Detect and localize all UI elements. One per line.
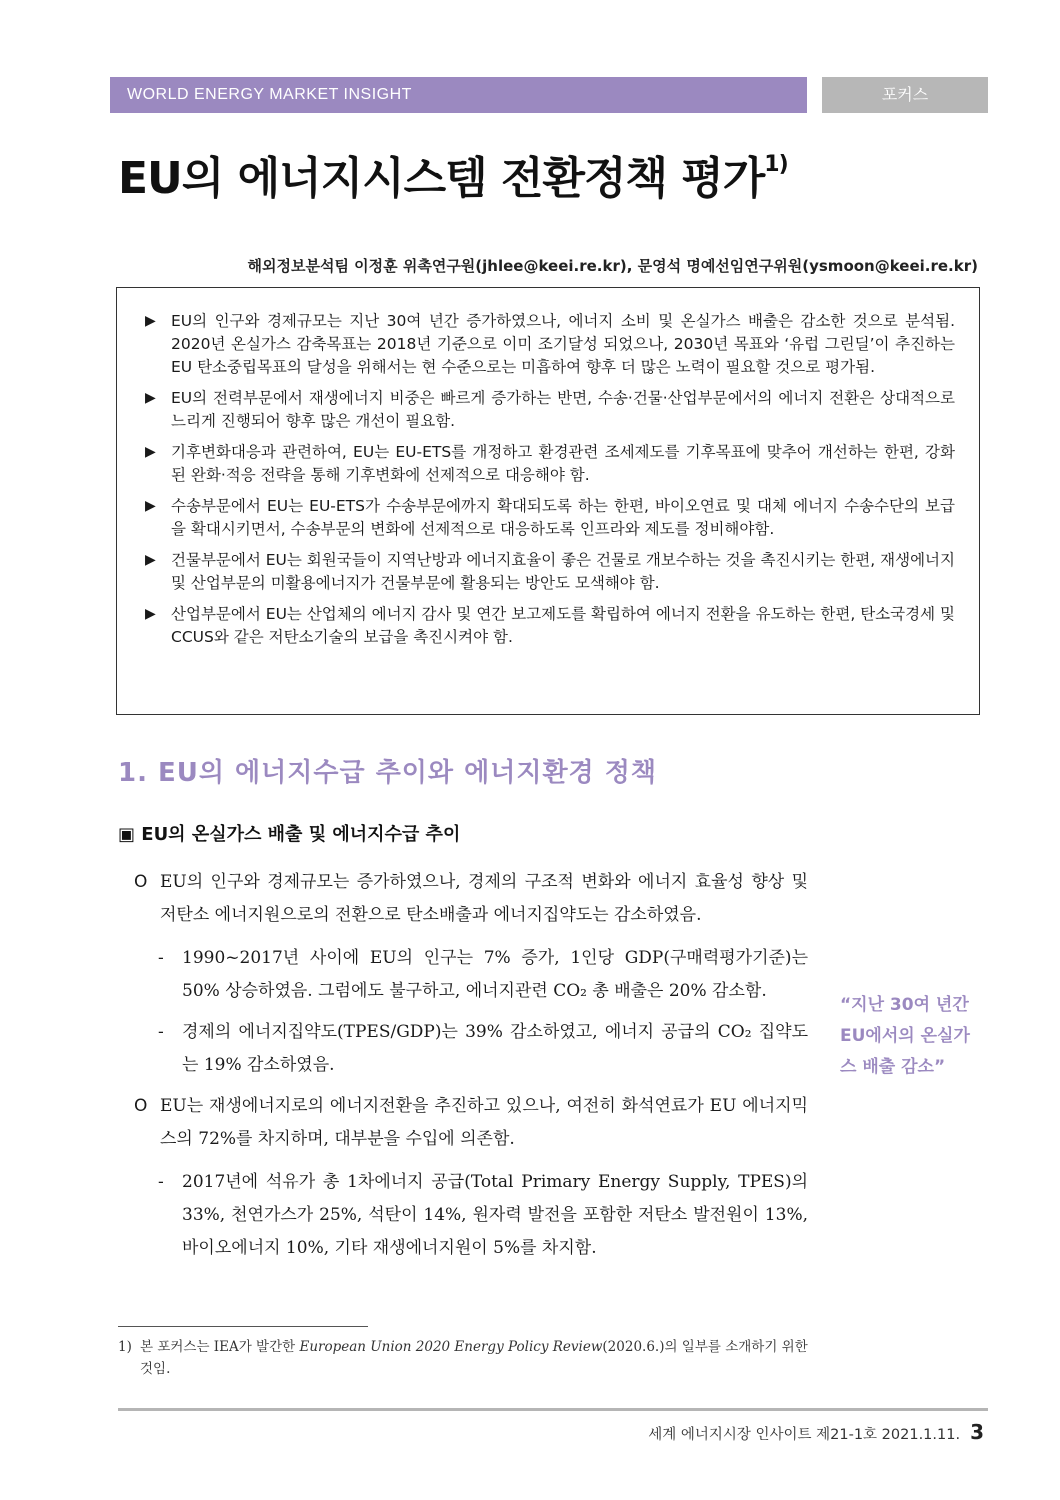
summary-item — [145, 549, 955, 595]
paragraph — [118, 866, 808, 932]
pull-quote: “지난 30여 년간 EU에서의 온실가스 배출 감소” — [840, 995, 970, 1077]
summary-text: 산업부문에서 EU는 산업체의 에너지 감사 및 연간 보고제도를 확립하여 에너지 전환을 유도하는 한편, 탄소국경세 및 CCUS와 같은 저탄소기술의 보급을 촉진시켜야 함. — [171, 605, 955, 646]
section-tag: 포커스 — [822, 77, 988, 113]
paragraph-text: EU는 재생에너지로의 에너지전환을 추진하고 있으나, 여전히 화석연료가 EU 에너지믹스의 72%를 차지하며, 대부분을 수입에 의존함. — [160, 1096, 808, 1149]
triangle-bullet-icon: ▶ — [145, 552, 156, 568]
summary-item — [145, 495, 955, 541]
page-title — [118, 142, 788, 206]
summary-item — [145, 441, 955, 487]
triangle-bullet-icon: ▶ — [145, 498, 156, 514]
sub-paragraph-text: 2017년에 석유가 총 1차에너지 공급(Total Primary Energy Supply, TPES)의 33%, 천연가스가 25%, 석탄이 14%, 원자력 발전을 포함한 저탄소 발전원이 13%, 바이오에너지 10%, 기타 재생에너지원이 5%를 차지함. — [182, 1172, 808, 1258]
dash-bullet-icon: - — [158, 948, 164, 968]
sub-paragraph — [118, 1016, 808, 1082]
triangle-bullet-icon: ▶ — [145, 313, 156, 329]
section-heading: 1. EU의 에너지수급 추이와 에너지환경 정책 — [118, 758, 657, 788]
footnote-text — [118, 1336, 808, 1380]
subsection-heading: ▣ EU의 온실가스 배출 및 에너지수급 추이 — [118, 824, 461, 845]
body-text — [118, 866, 808, 1273]
summary-item — [145, 387, 955, 433]
dash-bullet-icon: - — [158, 1172, 164, 1192]
footnote-suffix: (2020.6.)의 일부를 소개하기 위한 것임. — [140, 1339, 808, 1377]
summary-text: EU의 인구와 경제규모는 지난 30여 년간 증가하였으나, 에너지 소비 및 온실가스 배출은 감소한 것으로 분석됨. 2020년 온실가스 감축목표는 2018년 기준으로 이미 조기달성 되었으나, 2030년 목표와 ‘유럽 그린딜’이 추진하는 EU 탄소중립목표의 달성을 위해서는 현 수준으로는 미흡하여 향후 더 많은 노력이 필요할 것으로 평가됨. — [171, 312, 955, 376]
summary-text: EU의 전력부문에서 재생에너지 비중은 빠르게 증가하는 반면, 수송·건물·산업부문에서의 에너지 전환은 상대적으로 느리게 진행되어 향후 많은 개선이 필요함. — [171, 389, 955, 430]
paragraph — [118, 1090, 808, 1156]
triangle-bullet-icon: ▶ — [145, 606, 156, 622]
summary-item — [145, 603, 955, 649]
summary-box — [116, 287, 980, 715]
summary-text: 기후변화대응과 관련하여, EU는 EU-ETS를 개정하고 환경관련 조세제도를 기후목표에 맞추어 개선하는 한편, 강화된 완화·적응 전략을 통해 기후변화에 선제적으로 대응해야 함. — [171, 443, 955, 484]
footnote — [118, 1336, 808, 1380]
footnote-marker: 1) — [118, 1339, 132, 1355]
summary-text: 건물부문에서 EU는 회원국들이 지역난방과 에너지효율이 좋은 건물로 개보수하는 것을 촉진시키는 한편, 재생에너지 및 산업부문의 미활용에너지가 건물부문에 활용되는 방안도 모색해야 함. — [171, 551, 955, 592]
circle-bullet-icon: O — [134, 872, 148, 892]
page-footer — [648, 1420, 984, 1444]
footnote-report-title: European Union 2020 Energy Policy Review — [299, 1339, 603, 1355]
footnote-prefix: 본 포커스는 IEA가 발간한 — [140, 1339, 296, 1355]
summary-item — [145, 310, 955, 379]
paragraph-text: EU의 인구와 경제규모는 증가하였으나, 경제의 구조적 변화와 에너지 효율성 향상 및 저탄소 에너지원으로의 전환으로 탄소배출과 에너지집약도는 감소하였음. — [160, 872, 808, 925]
series-banner: WORLD ENERGY MARKET INSIGHT — [110, 77, 807, 113]
sub-paragraph — [118, 942, 808, 1008]
sub-paragraph-text: 경제의 에너지집약도(TPES/GDP)는 39% 감소하였고, 에너지 공급의 CO₂ 집약도는 19% 감소하였음. — [182, 1022, 808, 1075]
footnote-divider — [118, 1326, 368, 1327]
page-number: 3 — [970, 1420, 984, 1444]
triangle-bullet-icon: ▶ — [145, 390, 156, 406]
page-title-text: EU의 에너지시스템 전환정책 평가 — [118, 153, 765, 204]
sub-paragraph — [118, 1166, 808, 1265]
footer-publication: 세계 에너지시장 인사이트 제21-1호 2021.1.11. — [648, 1427, 961, 1443]
title-footnote-ref: 1) — [764, 152, 788, 178]
dash-bullet-icon: - — [158, 1022, 164, 1042]
sub-paragraph-text: 1990~2017년 사이에 EU의 인구는 7% 증가, 1인당 GDP(구매력평가기준)는 50% 상승하였음. 그럼에도 불구하고, 에너지관련 CO₂ 총 배출은 20% 감소함. — [182, 948, 808, 1001]
triangle-bullet-icon: ▶ — [145, 444, 156, 460]
author-line: 해외정보분석팀 이정훈 위촉연구원(jhlee@keei.re.kr), 문영석 명예선임연구위원(ysmoon@keei.re.kr) — [247, 257, 978, 275]
footer-divider — [118, 1408, 988, 1411]
summary-text: 수송부문에서 EU는 EU-ETS가 수송부문에까지 확대되도록 하는 한편, 바이오연료 및 대체 에너지 수송수단의 보급을 확대시키면서, 수송부문의 변화에 선제적으로 대응하도록 인프라와 제도를 정비해야함. — [171, 497, 955, 538]
circle-bullet-icon: O — [134, 1096, 148, 1116]
